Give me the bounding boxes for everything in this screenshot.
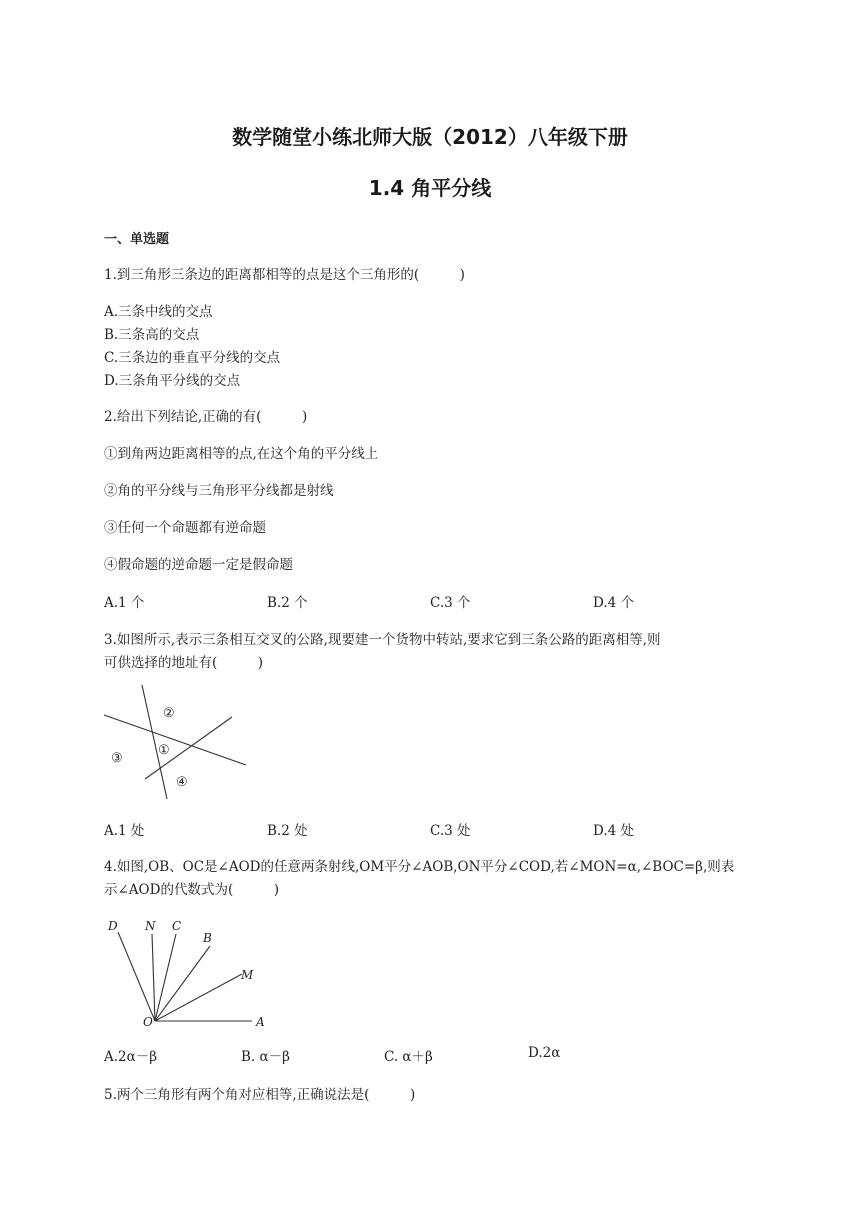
question-4-option-d: D.2α: [528, 1045, 561, 1061]
question-3-option-a: A.1 处: [104, 823, 145, 839]
ray-oc: [155, 934, 176, 1021]
question-1-stem: 1.到三角形三条边的距离都相等的点是这个三角形的( ): [104, 267, 465, 283]
question-3-stem-line-1: 3.如图所示,表示三条相互交叉的公路,现要建一个货物中转站,要求它到三条公路的距离相等,则: [104, 632, 661, 648]
question-2-statement-4: ④假命题的逆命题一定是假命题: [104, 557, 293, 573]
question-1-option-b: B.三条高的交点: [104, 327, 200, 343]
ray-on: [152, 934, 155, 1021]
road-line-2: [142, 685, 167, 799]
question-1-option-c: C.三条边的垂直平分线的交点: [104, 350, 281, 366]
section-heading: 一、单选题: [104, 232, 170, 247]
point-label-c: C: [172, 919, 182, 933]
question-3-roads-figure: [100, 682, 255, 802]
question-2-statement-3: ③任何一个命题都有逆命题: [104, 520, 266, 536]
question-2-statement-2: ②角的平分线与三角形平分线都是射线: [104, 483, 334, 499]
question-4-angle-figure: [100, 914, 275, 1034]
ray-od: [118, 932, 155, 1021]
question-3-option-b: B.2 处: [267, 823, 308, 839]
question-3-stem-line-2: 可供选择的地址有( ): [104, 655, 264, 671]
question-4-stem-line-2: 示∠AOD的代数式为( ): [104, 882, 279, 898]
ray-ob: [155, 946, 210, 1021]
question-1-option-a: A.三条中线的交点: [104, 304, 213, 320]
question-1-option-d: D.三条角平分线的交点: [104, 373, 241, 389]
point-label-o: O: [143, 1015, 153, 1029]
question-2-option-b: B.2 个: [267, 595, 308, 611]
question-2-option-d: D.4 个: [593, 595, 635, 611]
region-label-1: ①: [158, 743, 170, 758]
question-4-option-c: C. α＋β: [384, 1049, 433, 1065]
question-5-stem: 5.两个三角形有两个角对应相等,正确说法是( ): [104, 1087, 416, 1103]
question-4-stem-line-1: 4.如图,OB、OC是∠AOD的任意两条射线,OM平分∠AOB,ON平分∠COD,若∠MON=α,∠BOC=β,则表: [104, 859, 735, 875]
point-label-m: M: [241, 968, 254, 982]
point-label-a: A: [256, 1015, 265, 1029]
question-2-option-c: C.3 个: [430, 595, 471, 611]
question-3-option-d: D.4 处: [593, 823, 635, 839]
ray-om: [155, 974, 242, 1021]
point-label-b: B: [203, 931, 212, 945]
question-4-option-b: B. α－β: [241, 1049, 290, 1065]
document-title: 数学随堂小练北师大版（2012）八年级下册: [232, 125, 628, 149]
point-label-d: D: [108, 919, 118, 933]
question-4-option-a: A.2α－β: [104, 1049, 158, 1065]
question-2-statement-1: ①到角两边距离相等的点,在这个角的平分线上: [104, 446, 379, 462]
document-subtitle: 1.4 角平分线: [368, 176, 492, 200]
question-2-option-a: A.1 个: [104, 595, 145, 611]
point-label-n: N: [145, 919, 156, 933]
question-3-option-c: C.3 处: [430, 823, 471, 839]
question-2-stem: 2.给出下列结论,正确的有( ): [104, 409, 308, 425]
region-label-3: ③: [111, 751, 123, 766]
region-label-2: ②: [163, 706, 175, 721]
region-label-4: ④: [176, 775, 188, 790]
